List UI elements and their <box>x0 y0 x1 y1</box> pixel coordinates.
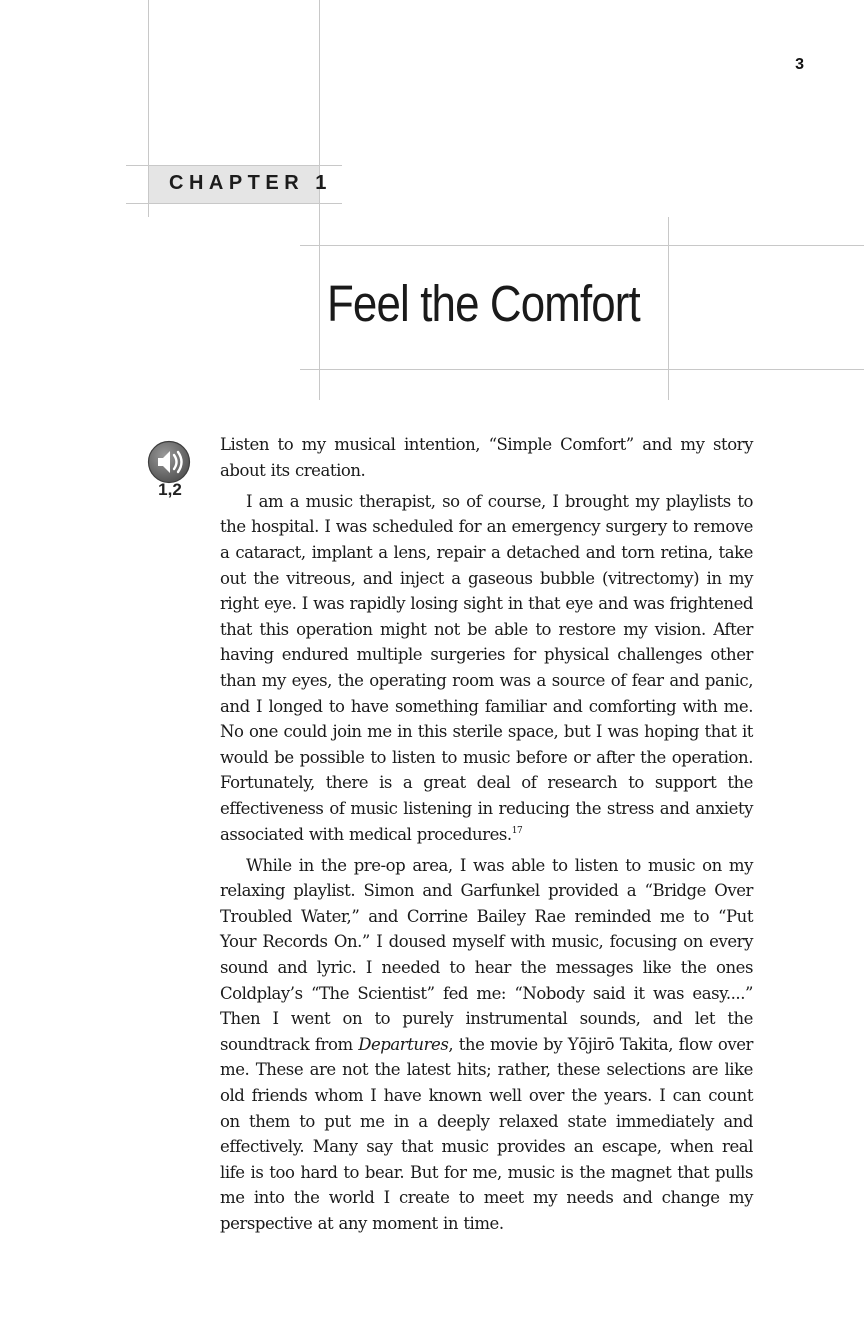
paragraph: Listen to my musical intention, “Simple Comfort” and my story about its creation. <box>220 435 753 480</box>
page-number: 3 <box>795 56 804 73</box>
paragraph: I am a music therapist, so of course, I brought my playlists to the hospital. I was scheduled for an emergency surgery to remove a cataract, implant a lens, repair a detached and torn retina, take out the vitreous, and inject a gaseous bubble (vitrectomy) in my right eye. I was rapidly losing sight in that eye and was frightened that this operation might not be able to restore my vision. After having endured multiple surgeries for physical challenges other than my eyes, the operating room was a source of fear and panic, and I longed to have something familiar and comforting with me. No one could join me in this sterile space, but I was hoping that it would be possible to listen to music before or after the operation. Fortunately, there is a great deal of research to support the effectiveness of music listening in reducing the stress and anxiety associated with medical procedures.$^{17}$ <box>220 491 753 844</box>
design-rule <box>300 245 864 246</box>
audio-track-numbers: 1,2 <box>158 480 182 499</box>
design-rule <box>126 203 342 204</box>
footnote-ref[interactable]: 17 <box>511 825 523 836</box>
chapter-label: CHAPTER 1 <box>169 172 332 194</box>
design-rule <box>668 217 669 400</box>
film-title: Departures <box>358 1034 449 1054</box>
body-text <box>220 432 753 1242</box>
speaker-icon[interactable] <box>147 440 191 484</box>
design-rule <box>319 0 320 400</box>
paragraph: While in the pre-op area, I was able to listen to music on my relaxing playlist. Simon and Garfunkel provided a “Bridge Over Troubled Water,” and Corrine Bailey Rae reminded me to “Put Your Records On.” I doused myself with music, focusing on every sound and lyric. I needed to hear the messages like the ones Coldplay’s “The Scientist” fed me: “Nobody said it was easy....” Then I went on to purely instrumental sounds, and let the soundtrack from Departures, the movie by Yōjirō Takita, flow over me. These are not the latest hits; rather, these selections are like old friends whom I have known well over the years. I can count on them to put me in a deeply relaxed state immediately and effectively. Many say that music provides an escape, when real life is too hard to bear. But for me, music is the magnet that pulls me into the world I create to meet my needs and change my perspective at any moment in time. <box>220 855 753 1233</box>
chapter-title: Feel the Comfort <box>327 275 640 332</box>
design-rule <box>300 369 864 370</box>
